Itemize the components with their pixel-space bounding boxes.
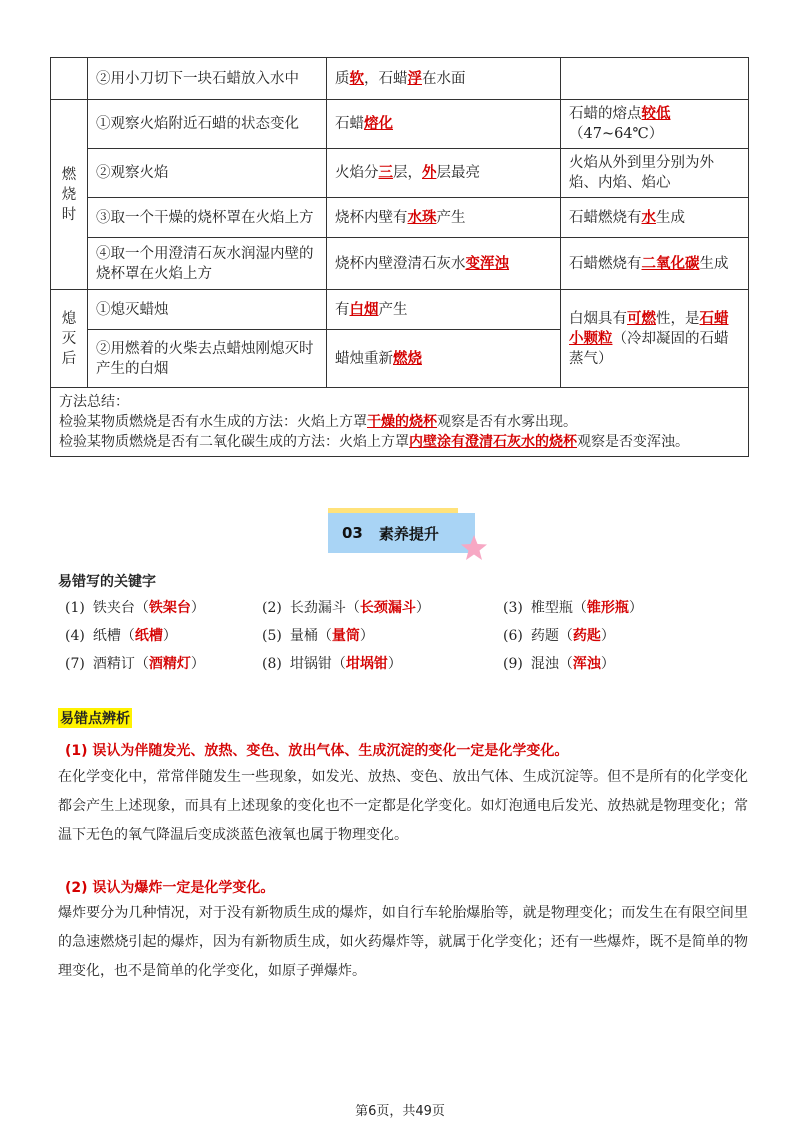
star-icon	[460, 534, 488, 562]
keyword-item: (1) 铁夹台（铁架台）	[65, 600, 205, 616]
keyword-row	[65, 653, 765, 681]
stage-burning: 燃烧时	[51, 100, 88, 290]
keyword-item: (2) 长劲漏斗（长颈漏斗）	[262, 600, 430, 616]
table-row	[51, 388, 749, 457]
point-title: (1) 误认为伴随发光、放热、变色、放出气体、生成沉淀的变化一定是化学变化。	[65, 743, 569, 759]
phenomenon-cell: 烧杯内壁澄清石灰水变浑浊	[327, 238, 561, 290]
conclusion-cell: 白烟具有可燃性，是石蜡小颗粒（冷却凝固的石蜡蒸气）	[561, 290, 749, 388]
keyword-wrong: 量桶	[289, 628, 318, 644]
phenomenon-cell: 火焰分三层，外层最亮	[327, 149, 561, 198]
keyword-number: (9)	[503, 656, 523, 672]
conclusion-cell: 火焰从外到里分别为外焰、内焰、焰心	[561, 149, 749, 198]
page-number: 第6页，共49页	[355, 1104, 445, 1119]
keyword-correct: 浑浊	[572, 656, 601, 672]
operation-cell: ②观察火焰	[88, 149, 327, 198]
point-paragraph: 爆炸要分为几种情况，对于没有新物质生成的爆炸，如自行车轮胎爆胎等，就是物理变化；而发生在有限空间里的急速燃烧引起的爆炸，因为有新物质生成，如火药爆炸等，就属于化学变化；还有一些爆炸，既不是简单的物理变化，也不是简单的化学变化，如原子弹爆炸。	[58, 905, 748, 979]
keyword-number: (1)	[65, 600, 85, 616]
conclusion-cell: 石蜡的熔点较低（47~64℃）	[561, 100, 749, 149]
operation-cell: ③取一个干燥的烧杯罩在火焰上方	[88, 198, 327, 238]
keyword-number: (6)	[503, 628, 523, 644]
keyword-correct: 纸槽	[134, 628, 163, 644]
operation-cell: ②用燃着的火柴去点蜡烛刚熄灭时产生的白烟	[88, 330, 327, 388]
keyword-number: (8)	[262, 656, 282, 672]
operation-cell: ②用小刀切下一块石蜡放入水中	[88, 58, 327, 100]
keyword-wrong: 坩锅钳	[289, 656, 332, 672]
keyword-number: (7)	[65, 656, 85, 672]
keyword-wrong: 混浊	[530, 656, 559, 672]
table-row	[51, 238, 749, 290]
keyword-wrong: 药题	[530, 628, 559, 644]
point-paragraph: 在化学变化中，常常伴随发生一些现象，如发光、放热、变色、放出气体、生成沉淀等。但不是所有的化学变化都会产生上述现象，而具有上述现象的变化也不一定都是化学变化。如灯泡通电后发光、放热就是物理变化；常温下无色的氧气降温后变成淡蓝色液氧也属于物理变化。	[58, 769, 748, 843]
keyword-item: (5) 量桶（量筒）	[262, 628, 374, 644]
keyword-number: (5)	[262, 628, 282, 644]
summary-title: 方法总结：	[59, 394, 129, 410]
keyword-item: (6) 药题（药匙）	[503, 628, 615, 644]
phenomenon-cell: 有白烟产生	[327, 290, 561, 330]
keyword-correct: 坩埚钳	[345, 656, 388, 672]
keyword-wrong: 酒精订	[92, 656, 135, 672]
table-row	[51, 100, 749, 149]
keyword-item: (8) 坩锅钳（坩埚钳）	[262, 656, 402, 672]
point-title: (2) 误认为爆炸一定是化学变化。	[65, 880, 275, 896]
method-summary	[51, 388, 749, 457]
keyword-item: (3) 椎型瓶（锥形瓶）	[503, 600, 643, 616]
section-number: 03	[342, 524, 363, 542]
keyword-item: (7) 酒精订（酒精灯）	[65, 656, 205, 672]
experiment-table	[50, 57, 749, 457]
keyword-number: (4)	[65, 628, 85, 644]
mistakes-title: 易错点辨析	[58, 708, 132, 728]
keyword-wrong: 铁夹台	[92, 600, 135, 616]
keyword-number: (2)	[262, 600, 282, 616]
stage-cell	[51, 58, 88, 100]
summary-line: 检验某物质燃烧是否有二氧化碳生成的方法：火焰上方罩内壁涂有澄清石灰水的烧杯观察是否变浑浊。	[59, 434, 689, 450]
keyword-wrong: 椎型瓶	[530, 600, 573, 616]
keyword-wrong: 长劲漏斗	[289, 600, 346, 616]
keyword-correct: 酒精灯	[148, 656, 191, 672]
keyword-row	[65, 597, 765, 625]
operation-cell: ①熄灭蜡烛	[88, 290, 327, 330]
phenomenon-cell: 蜡烛重新燃烧	[327, 330, 561, 388]
conclusion-cell: 石蜡燃烧有水生成	[561, 198, 749, 238]
phenomenon-cell: 石蜡熔化	[327, 100, 561, 149]
table-row	[51, 149, 749, 198]
keyword-correct: 量筒	[331, 628, 360, 644]
operation-cell: ④取一个用澄清石灰水润湿内壁的烧杯罩在火焰上方	[88, 238, 327, 290]
table-row	[51, 198, 749, 238]
operation-cell: ①观察火焰附近石蜡的状态变化	[88, 100, 327, 149]
keyword-item: (9) 混浊（浑浊）	[503, 656, 615, 672]
keywords-list	[65, 597, 765, 681]
keyword-number: (3)	[503, 600, 523, 616]
conclusion-cell	[561, 58, 749, 100]
keyword-wrong: 纸槽	[92, 628, 121, 644]
table-row	[51, 290, 749, 330]
table-row	[51, 58, 749, 100]
stage-extinguished: 熄灭后	[51, 290, 88, 388]
keyword-correct: 长颈漏斗	[359, 600, 416, 616]
banner-box	[328, 513, 475, 553]
keywords-title: 易错写的关键字	[58, 574, 156, 590]
phenomenon-cell: 质软，石蜡浮在水面	[327, 58, 561, 100]
keyword-correct: 药匙	[572, 628, 601, 644]
keyword-correct: 铁架台	[148, 600, 191, 616]
keyword-correct: 锥形瓶	[586, 600, 629, 616]
keyword-item: (4) 纸槽（纸槽）	[65, 628, 177, 644]
conclusion-cell: 石蜡燃烧有二氧化碳生成	[561, 238, 749, 290]
phenomenon-cell: 烧杯内壁有水珠产生	[327, 198, 561, 238]
section-title: 素养提升	[378, 524, 439, 543]
keyword-row	[65, 625, 765, 653]
summary-line: 检验某物质燃烧是否有水生成的方法：火焰上方罩干燥的烧杯观察是否有水雾出现。	[59, 414, 577, 430]
section-banner	[310, 508, 490, 556]
